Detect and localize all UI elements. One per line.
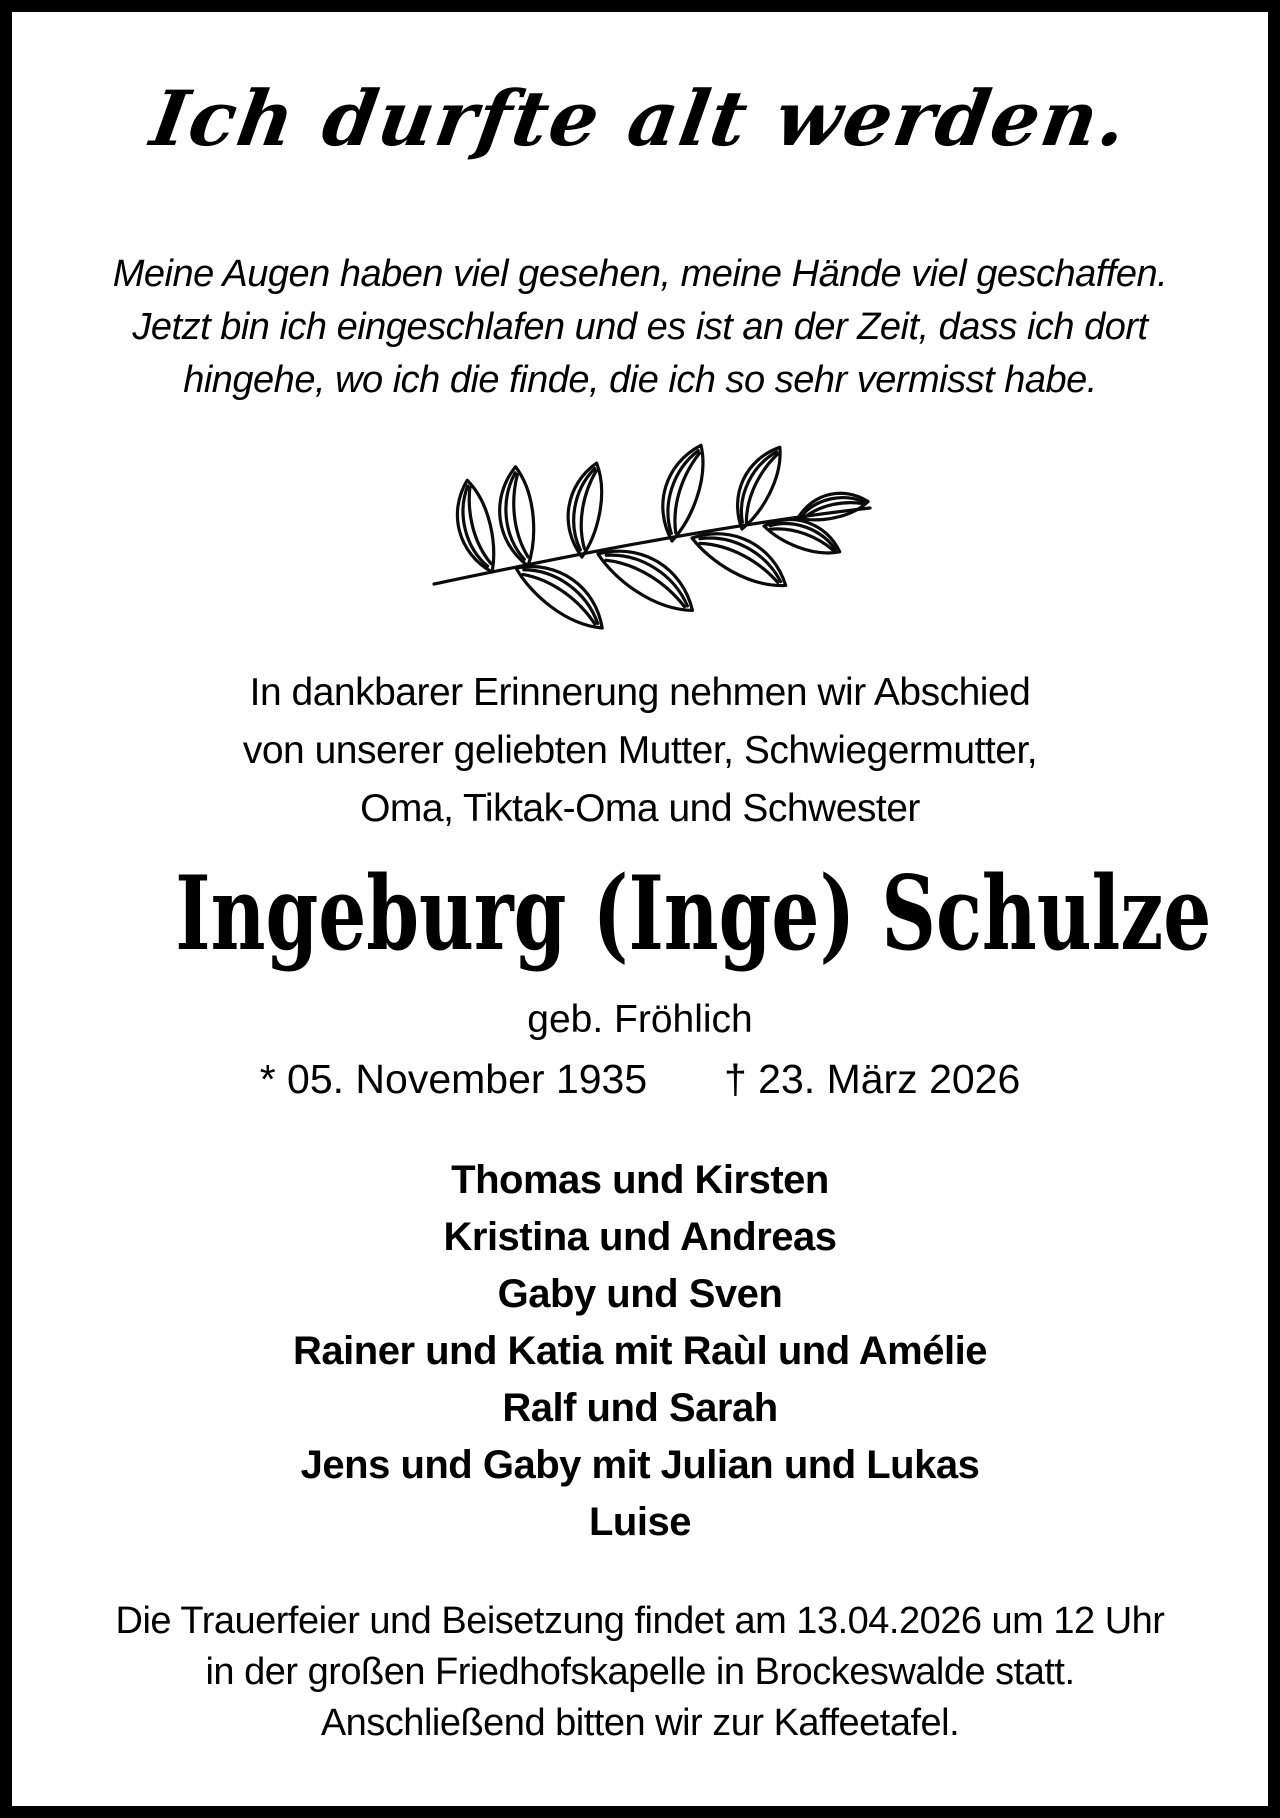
funeral-line-3: Anschließend bitten wir zur Kaffeetafel. <box>320 1702 960 1744</box>
quote-line-1: Meine Augen haben viel gesehen, meine Hände viel geschaffen. <box>112 253 1168 295</box>
mourner-line-6: Jens und Gaby mit Julian und Lukas <box>300 1443 980 1487</box>
intro-line-3: Oma, Tiktak-Oma und Schwester <box>360 787 920 830</box>
laurel-branch-illustration <box>420 426 884 642</box>
memorial-quote <box>12 248 1268 407</box>
quote-line-2: Jetzt bin ich eingeschlafen und es ist an der Zeit, dass ich dort <box>132 306 1148 348</box>
headline-script-quote: Ich durfte alt werden. <box>145 74 1135 163</box>
maiden-name: geb. Fröhlich <box>527 998 753 1041</box>
death-date: † 23. März 2026 <box>723 1056 1021 1102</box>
mourner-line-1: Thomas und Kirsten <box>451 1158 829 1202</box>
mourner-line-4: Rainer und Katia mit Raùl und Amélie <box>293 1329 987 1373</box>
funeral-line-1: Die Trauerfeier und Beisetzung findet am 13.04.2026 um 12 Uhr <box>115 1600 1165 1642</box>
mourner-line-2: Kristina und Andreas <box>443 1215 837 1259</box>
intro-line-2: von unserer geliebten Mutter, Schwiegermutter, <box>242 729 1038 772</box>
intro-line-1: In dankbarer Erinnerung nehmen wir Abschied <box>249 671 1031 714</box>
funeral-details <box>12 1596 1268 1749</box>
mourners-list <box>12 1152 1268 1551</box>
birth-date: * 05. November 1935 <box>259 1056 648 1102</box>
mourner-line-3: Gaby und Sven <box>497 1272 783 1316</box>
funeral-line-2: in der großen Friedhofskapelle in Brockeswalde statt. <box>205 1651 1075 1693</box>
life-dates <box>12 1056 1268 1103</box>
deceased-name: Ingeburg (Inge) Schulze <box>175 854 1212 974</box>
branch-icon <box>420 426 884 642</box>
quote-line-3: hingehe, wo ich die finde, die ich so sehr vermisst habe. <box>183 359 1097 401</box>
mourner-line-7: Luise <box>589 1500 691 1544</box>
mourner-line-5: Ralf und Sarah <box>502 1386 778 1430</box>
farewell-intro <box>12 664 1268 838</box>
